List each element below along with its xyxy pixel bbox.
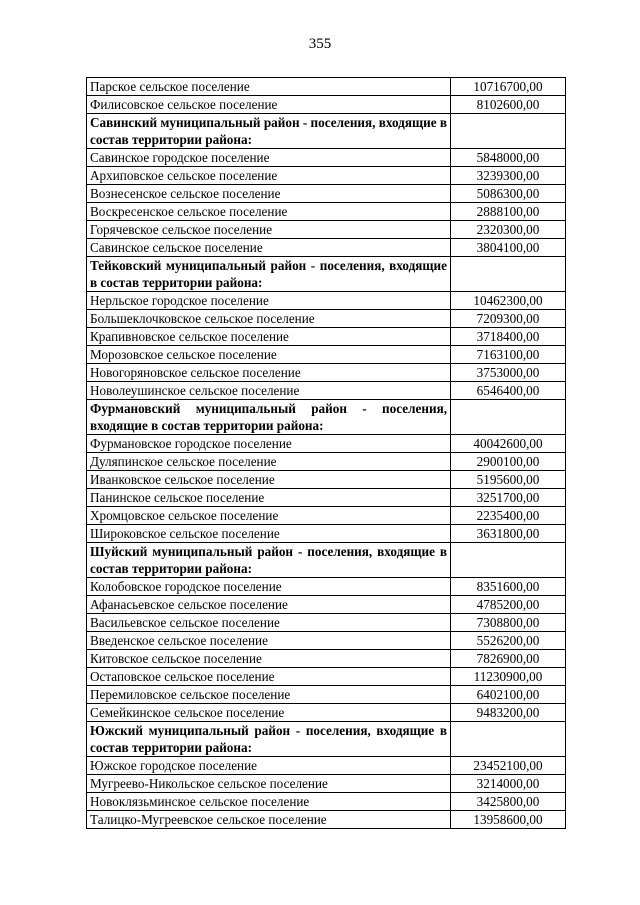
settlement-name-cell: Нерльское городское поселение <box>87 292 451 310</box>
district-header-row <box>87 543 566 578</box>
table-row <box>87 632 566 650</box>
table-row <box>87 811 566 829</box>
table-row <box>87 167 566 185</box>
settlement-name-cell: Вознесенское сельское поселение <box>87 185 451 203</box>
amount-cell: 2235400,00 <box>451 507 566 525</box>
table-row <box>87 471 566 489</box>
amount-cell: 11230900,00 <box>451 668 566 686</box>
table-row <box>87 328 566 346</box>
settlement-name-cell: Фурмановское городское поселение <box>87 435 451 453</box>
amount-cell: 7308800,00 <box>451 614 566 632</box>
settlement-name-cell: Горячевское сельское поселение <box>87 221 451 239</box>
settlement-name-cell: Остаповское сельское поселение <box>87 668 451 686</box>
amount-cell: 3239300,00 <box>451 167 566 185</box>
amount-cell: 3631800,00 <box>451 525 566 543</box>
settlement-name-cell: Колобовское городское поселение <box>87 578 451 596</box>
amount-cell: 2900100,00 <box>451 453 566 471</box>
table-row <box>87 239 566 257</box>
table-row <box>87 704 566 722</box>
amount-cell: 7163100,00 <box>451 346 566 364</box>
settlement-name-cell: Морозовское сельское поселение <box>87 346 451 364</box>
amount-cell: 8102600,00 <box>451 96 566 114</box>
settlement-name-cell: Талицко-Мугреевское сельское поселение <box>87 811 451 829</box>
amount-cell <box>451 543 566 578</box>
district-name-cell: Фурмановский муниципальный район - поселения, входящие в состав территории района: <box>87 400 451 435</box>
settlement-name-cell: Хромцовское сельское поселение <box>87 507 451 525</box>
settlement-name-cell: Филисовское сельское поселение <box>87 96 451 114</box>
amount-cell: 3251700,00 <box>451 489 566 507</box>
settlement-name-cell: Новоклязьминское сельское поселение <box>87 793 451 811</box>
table-row <box>87 185 566 203</box>
amount-cell: 3753000,00 <box>451 364 566 382</box>
district-name-cell: Тейковский муниципальный район - поселения, входящие в состав территории района: <box>87 257 451 292</box>
district-header-row <box>87 257 566 292</box>
settlement-name-cell: Мугреево-Никольское сельское поселение <box>87 775 451 793</box>
amount-cell: 6402100,00 <box>451 686 566 704</box>
amount-cell: 5848000,00 <box>451 149 566 167</box>
table-row <box>87 686 566 704</box>
amount-cell: 7209300,00 <box>451 310 566 328</box>
amount-cell: 3214000,00 <box>451 775 566 793</box>
settlement-name-cell: Семейкинское сельское поселение <box>87 704 451 722</box>
table-row <box>87 310 566 328</box>
table-row <box>87 650 566 668</box>
table-row <box>87 203 566 221</box>
amount-cell: 4785200,00 <box>451 596 566 614</box>
settlement-name-cell: Новолеушинское сельское поселение <box>87 382 451 400</box>
table-row <box>87 793 566 811</box>
table-row <box>87 221 566 239</box>
table-row <box>87 614 566 632</box>
district-name-cell: Шуйский муниципальный район - поселения, входящие в состав территории района: <box>87 543 451 578</box>
amount-cell: 5195600,00 <box>451 471 566 489</box>
table-row <box>87 382 566 400</box>
amount-cell: 10462300,00 <box>451 292 566 310</box>
settlement-name-cell: Савинское сельское поселение <box>87 239 451 257</box>
district-header-row <box>87 400 566 435</box>
table-row <box>87 292 566 310</box>
table-row <box>87 775 566 793</box>
table-row <box>87 578 566 596</box>
district-name-cell: Савинский муниципальный район - поселения, входящие в состав территории района: <box>87 114 451 149</box>
table-row <box>87 149 566 167</box>
amount-cell <box>451 400 566 435</box>
amount-cell: 9483200,00 <box>451 704 566 722</box>
budget-table <box>86 77 566 829</box>
amount-cell <box>451 114 566 149</box>
settlement-name-cell: Воскресенское сельское поселение <box>87 203 451 221</box>
table-row <box>87 364 566 382</box>
table-row <box>87 489 566 507</box>
table-row <box>87 596 566 614</box>
amount-cell: 2320300,00 <box>451 221 566 239</box>
amount-cell: 2888100,00 <box>451 203 566 221</box>
district-header-row <box>87 114 566 149</box>
amount-cell: 8351600,00 <box>451 578 566 596</box>
settlement-name-cell: Иванковское сельское поселение <box>87 471 451 489</box>
table-row <box>87 78 566 96</box>
amount-cell: 5086300,00 <box>451 185 566 203</box>
settlement-name-cell: Дуляпинское сельское поселение <box>87 453 451 471</box>
table-row <box>87 525 566 543</box>
amount-cell: 23452100,00 <box>451 757 566 775</box>
table-row <box>87 668 566 686</box>
district-header-row <box>87 722 566 757</box>
settlement-name-cell: Савинское городское поселение <box>87 149 451 167</box>
table-row <box>87 346 566 364</box>
settlement-name-cell: Большеклочковское сельское поселение <box>87 310 451 328</box>
table-row <box>87 507 566 525</box>
settlement-name-cell: Афанасьевское сельское поселение <box>87 596 451 614</box>
settlement-name-cell: Южское городское поселение <box>87 757 451 775</box>
amount-cell: 3804100,00 <box>451 239 566 257</box>
settlement-name-cell: Архиповское сельское поселение <box>87 167 451 185</box>
settlement-name-cell: Перемиловское сельское поселение <box>87 686 451 704</box>
table-row <box>87 96 566 114</box>
settlement-name-cell: Новогоряновское сельское поселение <box>87 364 451 382</box>
amount-cell: 7826900,00 <box>451 650 566 668</box>
settlement-name-cell: Широковское сельское поселение <box>87 525 451 543</box>
table-row <box>87 435 566 453</box>
table-body <box>87 78 566 829</box>
amount-cell: 3425800,00 <box>451 793 566 811</box>
page-number: 355 <box>308 36 332 52</box>
amount-cell: 13958600,00 <box>451 811 566 829</box>
settlement-name-cell: Васильевское сельское поселение <box>87 614 451 632</box>
table-row <box>87 757 566 775</box>
amount-cell: 10716700,00 <box>451 78 566 96</box>
amount-cell: 40042600,00 <box>451 435 566 453</box>
settlement-name-cell: Крапивновское сельское поселение <box>87 328 451 346</box>
table-row <box>87 453 566 471</box>
settlement-name-cell: Парское сельское поселение <box>87 78 451 96</box>
amount-cell <box>451 722 566 757</box>
amount-cell <box>451 257 566 292</box>
district-name-cell: Южский муниципальный район - поселения, входящие в состав территории района: <box>87 722 451 757</box>
amount-cell: 6546400,00 <box>451 382 566 400</box>
amount-cell: 3718400,00 <box>451 328 566 346</box>
settlement-name-cell: Китовское сельское поселение <box>87 650 451 668</box>
amount-cell: 5526200,00 <box>451 632 566 650</box>
settlement-name-cell: Панинское сельское поселение <box>87 489 451 507</box>
settlement-name-cell: Введенское сельское поселение <box>87 632 451 650</box>
